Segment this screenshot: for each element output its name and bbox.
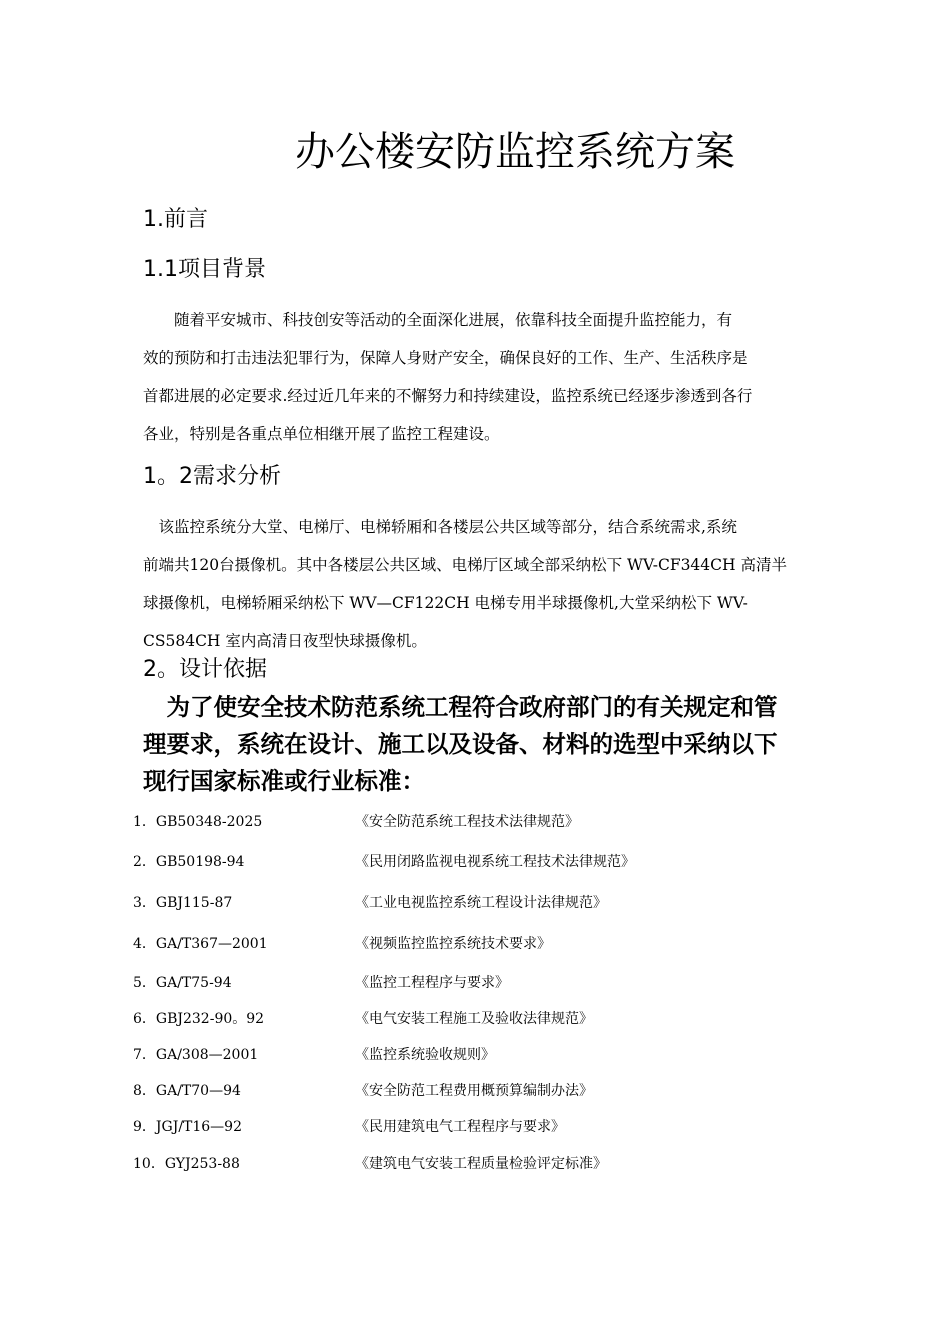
paragraph-line: 首都进展的必定要求.经过近几年来的不懈努力和持续建设，监控系统已经逐步渗透到各行 bbox=[143, 387, 753, 405]
standard-name: 《视频监控监控系统技术要求》 bbox=[355, 936, 551, 952]
paragraph-line: 该监控系统分大堂、电梯厅、电梯轿厢和各楼层公共区域等部分，结合系统需求,系统 bbox=[143, 518, 737, 536]
standard-item bbox=[133, 1043, 793, 1067]
intro-line: 现行国家标准或行业标准： bbox=[143, 767, 425, 795]
paragraph-line: 前端共120台摄像机。其中各楼层公共区域、电梯厅区域全部采纳松下 WV-CF344CH 高清半 bbox=[143, 556, 787, 574]
standard-item bbox=[133, 810, 793, 834]
standard-name: 《安全防范工程费用概预算编制办法》 bbox=[355, 1083, 593, 1099]
standard-code: 7．GA/308—2001 bbox=[133, 1047, 259, 1063]
section-heading-project-background: 1.1项目背景 bbox=[143, 257, 266, 282]
standard-item bbox=[133, 850, 793, 874]
section-heading-preface: 1.前言 bbox=[143, 207, 208, 232]
standard-name: 《电气安装工程施工及验收法律规范》 bbox=[355, 1011, 593, 1027]
standard-name: 《监控系统验收规则》 bbox=[355, 1047, 495, 1063]
intro-line: 理要求，系统在设计、施工以及设备、材料的选型中采纳以下 bbox=[143, 730, 778, 758]
design-basis-intro bbox=[143, 689, 808, 800]
standard-name: 《民用建筑电气工程程序与要求》 bbox=[355, 1119, 565, 1135]
paragraph-line: 效的预防和打击违法犯罪行为，保障人身财产安全，确保良好的工作、生产、生活秩序是 bbox=[143, 349, 748, 367]
paragraph-line: 随着平安城市、科技创安等活动的全面深化进展，依靠科技全面提升监控能力，有 bbox=[143, 311, 733, 329]
standard-item bbox=[133, 932, 793, 956]
section-heading-design-basis: 2。设计依据 bbox=[143, 657, 267, 682]
standard-code: 4．GA/T367—2001 bbox=[133, 936, 268, 952]
paragraph-line: 各业，特别是各重点单位相继开展了监控工程建设。 bbox=[143, 425, 500, 443]
standard-item bbox=[133, 1007, 793, 1031]
intro-line: 为了使安全技术防范系统工程符合政府部门的有关规定和管 bbox=[143, 693, 778, 721]
standard-item bbox=[133, 1152, 793, 1176]
standard-name: 《工业电视监控系统工程设计法律规范》 bbox=[355, 895, 607, 911]
standard-code: 1．GB50348-2025 bbox=[133, 814, 263, 830]
standard-code: 8．GA/T70—94 bbox=[133, 1083, 241, 1099]
standard-code: 5．GA/T75-94 bbox=[133, 975, 232, 991]
standard-code: 3．GBJ115-87 bbox=[133, 895, 233, 911]
standard-code: 6．GBJ232-90。92 bbox=[133, 1011, 265, 1027]
standard-code: 2．GB50198-94 bbox=[133, 854, 245, 870]
standard-code: 10．GYJ253-88 bbox=[133, 1156, 240, 1172]
standard-name: 《民用闭路监视电视系统工程技术法律规范》 bbox=[355, 854, 635, 870]
standard-item bbox=[133, 1115, 793, 1139]
standard-name: 《监控工程程序与要求》 bbox=[355, 975, 509, 991]
standard-name: 《建筑电气安装工程质量检验评定标准》 bbox=[355, 1156, 607, 1172]
standard-item bbox=[133, 1079, 793, 1103]
paragraph-requirements-analysis bbox=[143, 508, 808, 660]
standard-code: 9．JGJ/T16—92 bbox=[133, 1119, 242, 1135]
paragraph-project-background bbox=[143, 301, 808, 453]
paragraph-line: CS584CH 室内高清日夜型快球摄像机。 bbox=[143, 632, 427, 650]
document-title: 办公楼安防监控系统方案 bbox=[295, 129, 735, 175]
standard-name: 《安全防范系统工程技术法律规范》 bbox=[355, 814, 579, 830]
section-heading-requirements-analysis: 1。2需求分析 bbox=[143, 464, 281, 489]
paragraph-line: 球摄像机，电梯轿厢采纳松下 WV—CF122CH 电梯专用半球摄像机,大堂采纳松下 WV- bbox=[143, 594, 748, 612]
standard-item bbox=[133, 971, 793, 995]
standard-item bbox=[133, 891, 793, 915]
